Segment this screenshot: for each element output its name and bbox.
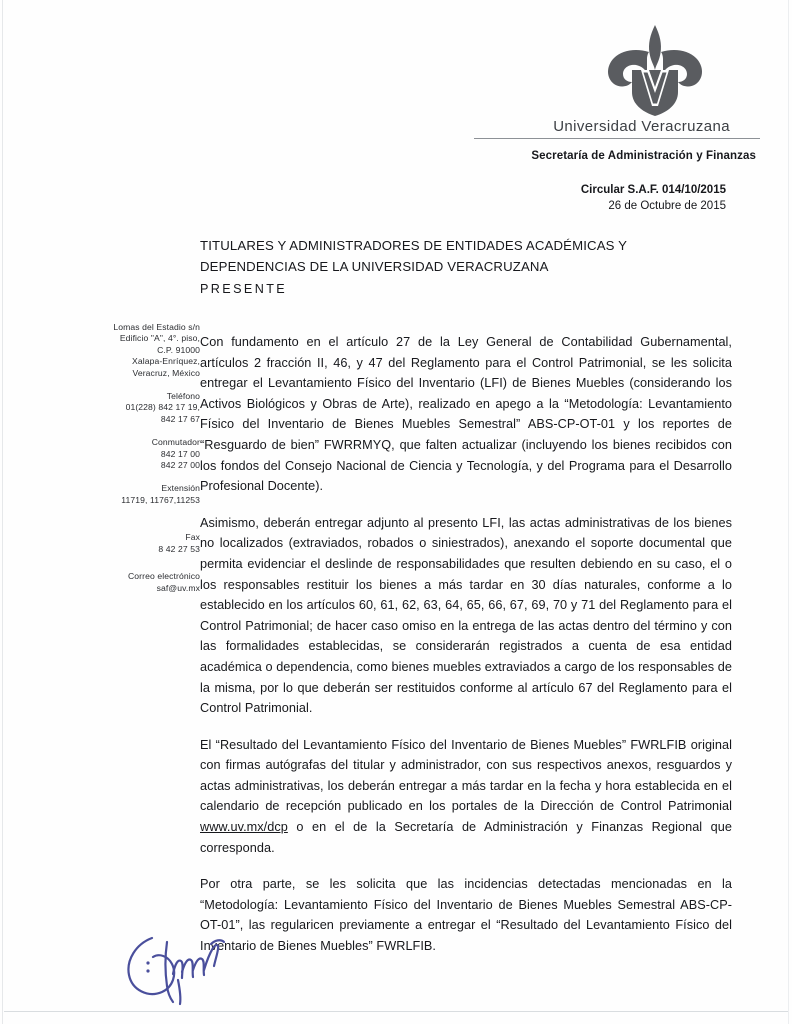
addressee-salutation: PRESENTE [200,282,288,296]
address-line-2: Edificio "A", 4°. piso, [119,333,200,344]
extension-label: Extensión [161,483,200,494]
address-line-1: Lomas del Estadio s/n [113,322,200,332]
body-paragraph-3 [200,735,732,859]
control-patrimonial-link[interactable]: www.uv.mx/dcp [200,820,288,835]
contact-conmutador [60,437,200,471]
paragraph-3-text-part-2: o en el de la Secretaría de Administración y Finanzas Regional que corresponda. [200,820,732,855]
telefono-label: Teléfono [166,391,200,402]
circular-number: Circular S.A.F. 014/10/2015 [580,184,726,196]
institution-logo [430,24,760,116]
address-line-5: Veracruz, México [132,367,200,378]
letter-body [200,332,732,957]
circular-date: 26 de Octubre de 2015 [608,200,726,212]
telefono-line-2: 842 17 67 [160,413,200,424]
department-name: Secretaría de Administración y Finanzas [531,150,756,162]
conmutador-label: Conmutador [151,437,200,448]
addressee-line-1: TITULARES Y ADMINISTRADORES DE ENTIDADES ACADÉMICAS Y [200,238,628,253]
conmutador-line-1: 842 17 00 [160,448,200,459]
addressee-line-2: DEPENDENCIAS DE LA UNIVERSIDAD VERACRUZANA [200,259,549,274]
letterhead [430,24,760,212]
extension-line-1: 11719, 11767,11253 [121,494,200,505]
addressee-block [200,235,740,300]
fax-label: Fax [185,532,200,543]
body-paragraph-1: Con fundamento en el artículo 27 de la Ley General de Contabilidad Gubernamental, artículos 2 fracción II, 46, y 47 del Reglamento para el Control Patrimonial, se les solicita entregar el Levantamiento Físico del Inventario (LFI) de Bienes Muebles (considerando los Activos Biológicos y Obras de Arte), realizado en apego a la “Metodología: Levantamiento Físico del Inventario de Bienes Muebles Semestral” ABS-CP-OT-01 y los reportes de “Resguardo de bien” FWRRMYQ, que falten actualizar (incluyendo los bienes recibidos con los fondos del Consejo Nacional de Ciencia y Tecnología, y del Programa para el Desarrollo Profesional Docente). [200,335,732,494]
signature-block [118,928,288,1008]
address-line-4: Xalapa-Enríquez, [131,356,200,367]
handwritten-signature [118,928,288,1008]
contact-fax [60,532,200,555]
institution-name: Universidad Veracruzana [553,118,730,135]
correo-label: Correo electrónico [127,571,200,582]
scan-edge-left [2,0,3,1024]
contact-telefono [60,391,200,425]
address-line-3: C.P. 91000 [157,344,200,355]
fax-line-1: 8 42 27 53 [158,543,200,554]
paragraph-3-text-part-1: El “Resultado del Levantamiento Físico del Inventario de Bienes Muebles” FWRLFIB original con firmas autógrafas del titular y administrador, con sus respectivos anexos, resguardos y actas administrativas, los deberán entregar a más tardar en la fecha y hora establecida en el calendario de recepción publicado en los portales de la Dirección de Control Patrimonial [200,737,732,814]
scan-edge-bottom [4,1011,788,1012]
letterhead-rule [474,138,760,139]
telefono-line-1: 01(228) 842 17 19, [125,402,200,413]
body-paragraph-4: Por otra parte, se les solicita que las incidencias detectadas mencionadas en la “Metodología: Levantamiento Físico del Inventario de Bienes Muebles Semestral ABS-CP-OT-01”, las regularicen previamente a entregar el “Resultado del Levantamiento Físico del Inventario de Bienes Muebles” FWRLFIB. [200,877,732,954]
contact-extension [60,483,200,506]
body-paragraph-2: Asimismo, deberán entregar adjunto al presento LFI, las actas administrativas de los bienes no localizados (extraviados, robados o siniestrados), anexando el soporte documental que permita evidenciar el deslinde de responsabilidades que resulten debiendo en su caso, el o los responsables restituir los bienes a más tardar en 30 días naturales, conforme a lo establecido en los artículos 60, 61, 62, 63, 64, 65, 66, 67, 69, 70 y 71 del Reglamento para el Control Patrimonial; de hacer caso omiso en la entrega de las actas dentro del término y con las formalidades establecidas, se considerarán registrados a cuenta de esa entidad académica o dependencia, como bienes muebles extraviados a cargo de los responsables de la misma, por lo que deberán ser restituidos conforme al artículo 67 del Reglamento para el Control Patrimonial. [200,515,732,716]
contact-correo [60,571,200,594]
scan-edge-right [788,0,789,1024]
fleur-de-lis-shield-v-icon [596,24,714,116]
correo-line-1: saf@uv.mx [156,582,200,593]
contact-address [60,322,200,379]
contact-sidebar [60,322,200,606]
conmutador-line-2: 842 27 00 [160,460,200,471]
